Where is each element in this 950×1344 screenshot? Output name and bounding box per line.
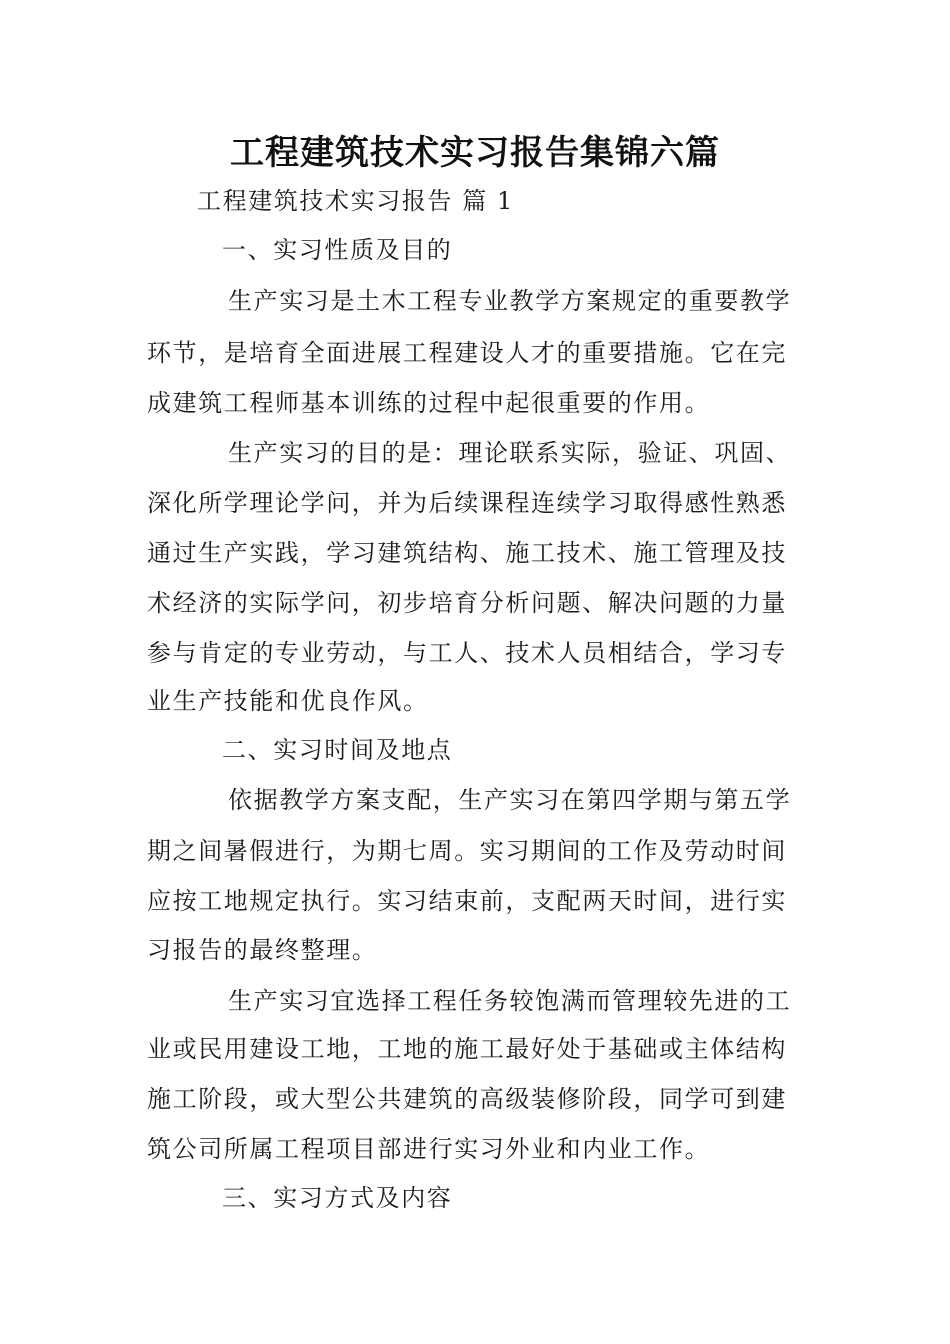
paragraph-line: 依据教学方案支配，生产实习在第四学期与第五学 bbox=[228, 786, 792, 814]
paragraph-line: 应按工地规定执行。实习结束前，支配两天时间，进行实 bbox=[147, 887, 787, 915]
section-heading-1: 一、实习性质及目的 bbox=[222, 236, 453, 264]
paragraph-line: 环节，是培育全面进展工程建设人才的重要措施。它在完 bbox=[147, 339, 787, 367]
paragraph-line: 业或民用建设工地，工地的施工最好处于基础或主体结构 bbox=[147, 1035, 787, 1063]
section-heading-2: 二、实习时间及地点 bbox=[222, 736, 453, 764]
paragraph-line: 深化所学理论学问，并为后续课程连续学习取得感性熟悉 bbox=[147, 489, 787, 517]
paragraph-line: 筑公司所属工程项目部进行实习外业和内业工作。 bbox=[147, 1135, 711, 1163]
paragraph-line: 生产实习是土木工程专业教学方案规定的重要教学 bbox=[228, 287, 792, 315]
section-heading-3: 三、实习方式及内容 bbox=[222, 1184, 453, 1212]
document-title: 工程建筑技术实习报告集锦六篇 bbox=[230, 133, 720, 173]
paragraph-line: 生产实习宜选择工程任务较饱满而管理较先进的工 bbox=[228, 987, 792, 1015]
paragraph-line: 业生产技能和优良作风。 bbox=[147, 687, 429, 715]
paragraph-line: 参与肯定的专业劳动，与工人、技术人员相结合，学习专 bbox=[147, 639, 787, 667]
paragraph-line: 习报告的最终整理。 bbox=[147, 936, 378, 964]
report-subtitle: 工程建筑技术实习报告 篇 1 bbox=[197, 187, 514, 215]
paragraph-line: 术经济的实际学问，初步培育分析问题、解决问题的力量 bbox=[147, 589, 787, 617]
paragraph-line: 通过生产实践，学习建筑结构、施工技术、施工管理及技 bbox=[147, 539, 787, 567]
paragraph-line: 生产实习的目的是：理论联系实际，验证、巩固、 bbox=[228, 439, 792, 467]
paragraph-line: 期之间暑假进行，为期七周。实习期间的工作及劳动时间 bbox=[147, 837, 787, 865]
paragraph-line: 施工阶段，或大型公共建筑的高级装修阶段，同学可到建 bbox=[147, 1085, 787, 1113]
paragraph-line: 成建筑工程师基本训练的过程中起很重要的作用。 bbox=[147, 389, 711, 417]
